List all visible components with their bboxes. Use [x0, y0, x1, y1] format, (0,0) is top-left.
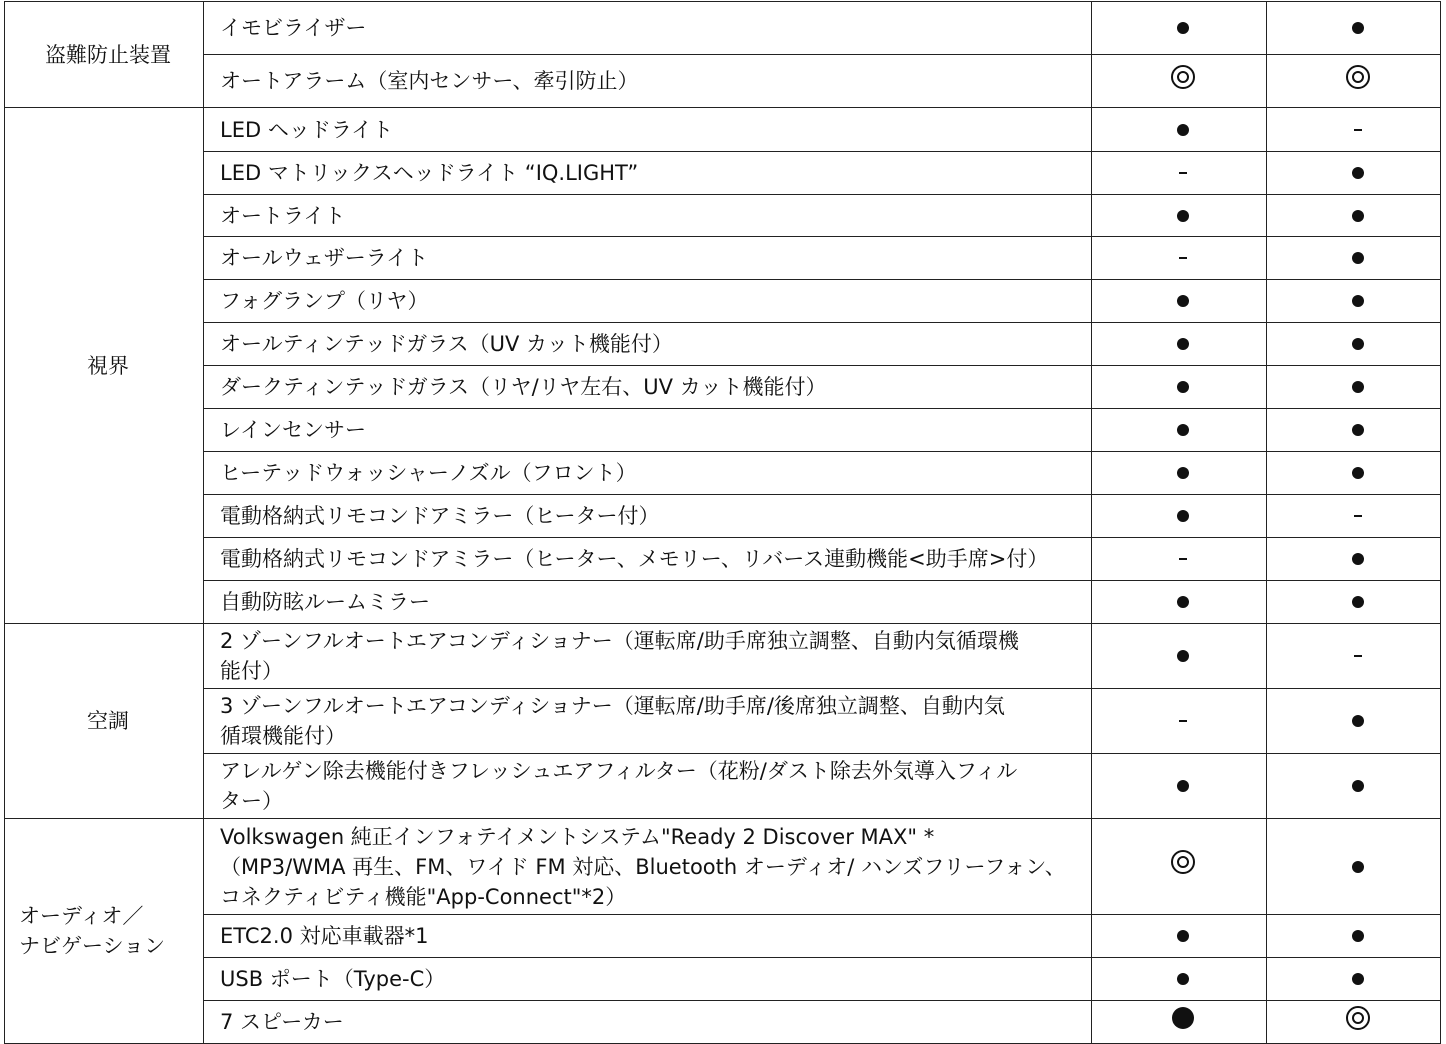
mark-cell: [1267, 819, 1441, 915]
table-row: [5, 108, 1441, 152]
item-line: 2 ゾーンフルオートエアコンディショナー（運転席/助手席独立調整、自動内気循環機: [220, 629, 1019, 653]
mark-cell: [1092, 689, 1267, 754]
mark-cell: [1267, 495, 1441, 538]
standard-mark-icon: [1352, 210, 1364, 222]
not-available-dash-icon: [1179, 172, 1187, 174]
standard-mark-icon: [1352, 553, 1364, 565]
standard-mark-icon: [1177, 424, 1189, 436]
standard-mark-icon: [1177, 295, 1189, 307]
table-row: [5, 452, 1441, 495]
mark-cell: [1092, 1001, 1267, 1044]
mark-cell: [1267, 754, 1441, 819]
mark-cell: [1092, 915, 1267, 958]
standard-mark-icon: [1177, 596, 1189, 608]
mark-cell: [1267, 689, 1441, 754]
table-row: [5, 495, 1441, 538]
mark-cell: [1267, 108, 1441, 152]
item-label: 自動防眩ルームミラー: [204, 581, 1092, 624]
table-row: [5, 366, 1441, 409]
category-audio-navigation: [5, 819, 204, 1044]
category-anti-theft: 盗難防止装置: [5, 2, 204, 108]
mark-cell: [1267, 958, 1441, 1001]
mark-cell: [1267, 2, 1441, 55]
item-label: LED マトリックスヘッドライト “IQ.LIGHT”: [204, 152, 1092, 195]
mark-cell: [1267, 915, 1441, 958]
mark-cell: [1267, 624, 1441, 689]
item-label: 電動格納式リモコンドアミラー（ヒーター、メモリー、リバース連動機能<助手席>付）: [204, 538, 1092, 581]
mark-cell: [1092, 108, 1267, 152]
mark-cell: [1267, 195, 1441, 237]
mark-cell: [1092, 280, 1267, 323]
item-line: アレルゲン除去機能付きフレッシュエアフィルター（花粉/ダスト除去外気導入フィル: [220, 759, 1018, 783]
mark-cell: [1092, 366, 1267, 409]
not-available-dash-icon: [1354, 129, 1362, 131]
item-label: フォグランプ（リヤ）: [204, 280, 1092, 323]
category-visibility: 視界: [5, 108, 204, 624]
standard-mark-icon: [1352, 780, 1364, 792]
table-row: [5, 689, 1441, 754]
item-label: [204, 689, 1092, 754]
mark-cell: [1092, 495, 1267, 538]
table-row: [5, 2, 1441, 55]
table-row: [5, 55, 1441, 108]
table-row: [5, 581, 1441, 624]
item-line: Volkswagen 純正インフォテイメントシステム"Ready 2 Discover MAX" *: [220, 824, 935, 849]
item-label: 7 スピーカー: [204, 1001, 1092, 1044]
standard-mark-icon: [1177, 210, 1189, 222]
table-row: [5, 1001, 1441, 1044]
item-label: オートライト: [204, 195, 1092, 237]
standard-mark-icon: [1352, 467, 1364, 479]
item-label: ETC2.0 対応車載器*1: [204, 915, 1092, 958]
not-available-dash-icon: [1179, 720, 1187, 722]
item-label: オールティンテッドガラス（UV カット機能付）: [204, 323, 1092, 366]
standard-mark-icon: [1352, 715, 1364, 727]
table-row: [5, 819, 1441, 915]
item-label: オールウェザーライト: [204, 237, 1092, 280]
mark-cell: [1267, 581, 1441, 624]
item-label: レインセンサー: [204, 409, 1092, 452]
standard-mark-icon: [1177, 338, 1189, 350]
equipment-spec-table: [4, 1, 1441, 1044]
mark-cell: [1267, 55, 1441, 108]
table-row: [5, 624, 1441, 689]
not-available-dash-icon: [1354, 515, 1362, 517]
mark-cell: [1267, 538, 1441, 581]
mark-cell: [1267, 452, 1441, 495]
double-circle-mark-icon: [1346, 65, 1370, 89]
double-circle-mark-icon: [1346, 1006, 1370, 1030]
category-climate: 空調: [5, 624, 204, 819]
mark-cell: [1267, 409, 1441, 452]
table-row: [5, 323, 1441, 366]
item-label: [204, 754, 1092, 819]
standard-mark-icon: [1177, 381, 1189, 393]
mark-cell: [1092, 754, 1267, 819]
mark-cell: [1092, 819, 1267, 915]
item-label: USB ポート（Type-C）: [204, 958, 1092, 1001]
table-row: [5, 237, 1441, 280]
standard-mark-icon: [1177, 780, 1189, 792]
item-label: ヒーテッドウォッシャーノズル（フロント）: [204, 452, 1092, 495]
table-row: [5, 409, 1441, 452]
standard-mark-icon: [1177, 650, 1189, 662]
mark-cell: [1267, 152, 1441, 195]
mark-cell: [1267, 1001, 1441, 1044]
table-row: [5, 958, 1441, 1001]
mark-cell: [1267, 366, 1441, 409]
table-row: [5, 195, 1441, 237]
table-row: [5, 152, 1441, 195]
item-line: コネクティビティ機能"App-Connect"*2）: [220, 884, 627, 909]
not-available-dash-icon: [1179, 257, 1187, 259]
table-row: [5, 915, 1441, 958]
double-circle-mark-icon: [1171, 850, 1195, 874]
table-row: [5, 538, 1441, 581]
mark-cell: [1267, 323, 1441, 366]
standard-mark-icon: [1352, 22, 1364, 34]
mark-cell: [1092, 538, 1267, 581]
table-row: [5, 280, 1441, 323]
item-label: 電動格納式リモコンドアミラー（ヒーター付）: [204, 495, 1092, 538]
table-row: [5, 754, 1441, 819]
standard-mark-icon: [1172, 1007, 1194, 1029]
mark-cell: [1092, 624, 1267, 689]
item-label: [204, 624, 1092, 689]
item-label: イモビライザー: [204, 2, 1092, 55]
standard-mark-icon: [1177, 124, 1189, 136]
standard-mark-icon: [1352, 381, 1364, 393]
standard-mark-icon: [1352, 930, 1364, 942]
item-line: 能付）: [220, 659, 283, 683]
mark-cell: [1092, 2, 1267, 55]
item-line: 3 ゾーンフルオートエアコンディショナー（運転席/助手席/後席独立調整、自動内気: [220, 694, 1005, 718]
item-label: [204, 819, 1092, 915]
standard-mark-icon: [1177, 930, 1189, 942]
standard-mark-icon: [1352, 167, 1364, 179]
standard-mark-icon: [1352, 973, 1364, 985]
item-line: ター）: [220, 789, 283, 813]
not-available-dash-icon: [1354, 655, 1362, 657]
mark-cell: [1092, 452, 1267, 495]
standard-mark-icon: [1177, 467, 1189, 479]
item-label: オートアラーム（室内センサー、牽引防止）: [204, 55, 1092, 108]
mark-cell: [1092, 958, 1267, 1001]
category-line: オーディオ／: [19, 904, 144, 928]
item-line: 循環機能付）: [220, 724, 346, 748]
item-line: （MP3/WMA 再生、FM、ワイド FM 対応、Bluetooth オーディオ/ ハンズフリーフォン、: [220, 854, 1066, 879]
standard-mark-icon: [1177, 973, 1189, 985]
mark-cell: [1092, 55, 1267, 108]
mark-cell: [1092, 237, 1267, 280]
mark-cell: [1267, 237, 1441, 280]
mark-cell: [1092, 195, 1267, 237]
standard-mark-icon: [1177, 22, 1189, 34]
item-label: ダークティンテッドガラス（リヤ/リヤ左右、UV カット機能付）: [204, 366, 1092, 409]
mark-cell: [1267, 280, 1441, 323]
mark-cell: [1092, 409, 1267, 452]
mark-cell: [1092, 323, 1267, 366]
standard-mark-icon: [1352, 252, 1364, 264]
standard-mark-icon: [1177, 510, 1189, 522]
standard-mark-icon: [1352, 596, 1364, 608]
double-circle-mark-icon: [1171, 65, 1195, 89]
not-available-dash-icon: [1179, 558, 1187, 560]
standard-mark-icon: [1352, 424, 1364, 436]
item-label: LED ヘッドライト: [204, 108, 1092, 152]
standard-mark-icon: [1352, 861, 1364, 873]
category-line: ナビゲーション: [19, 934, 166, 958]
standard-mark-icon: [1352, 338, 1364, 350]
standard-mark-icon: [1352, 295, 1364, 307]
mark-cell: [1092, 152, 1267, 195]
mark-cell: [1092, 581, 1267, 624]
